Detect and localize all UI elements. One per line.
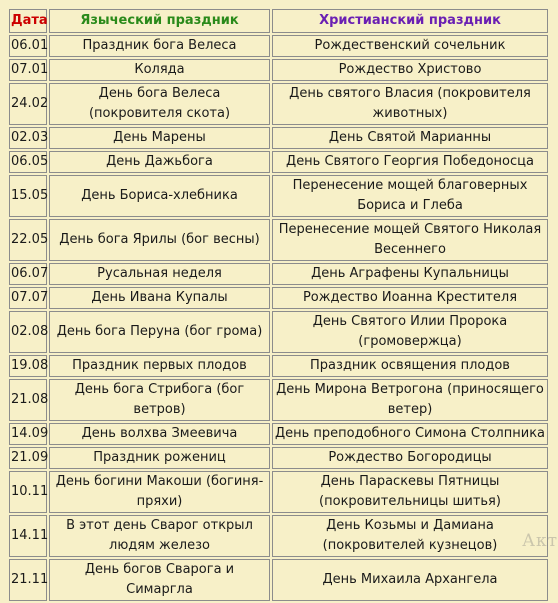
cell-date: 21.11 — [9, 559, 47, 601]
table-row — [9, 59, 548, 81]
table-row — [9, 151, 548, 173]
table-row — [9, 311, 548, 353]
cell-pagan-holiday: В этот день Сварог открыл людям железо — [49, 515, 270, 557]
cell-date: 14.11 — [9, 515, 47, 557]
cell-christian-holiday: День Мирона Ветрогона (приносящего ветер) — [272, 379, 548, 421]
table-row — [9, 219, 548, 261]
cell-christian-holiday: Рождество Богородицы — [272, 447, 548, 469]
cell-date: 02.03 — [9, 127, 47, 149]
cell-christian-holiday: День Параскевы Пятницы (покровительницы шитья) — [272, 471, 548, 513]
cell-christian-holiday: День Козьмы и Дамиана (покровителей кузнецов) — [272, 515, 548, 557]
cell-christian-holiday: День Святого Георгия Победоносца — [272, 151, 548, 173]
header-pagan-holiday: Языческий праздник — [49, 9, 270, 33]
cell-date: 21.09 — [9, 447, 47, 469]
cell-date: 06.07 — [9, 263, 47, 285]
cell-pagan-holiday: День Дажьбога — [49, 151, 270, 173]
holidays-table — [7, 7, 550, 603]
cell-pagan-holiday: День бога Перуна (бог грома) — [49, 311, 270, 353]
cell-pagan-holiday: День Бориса-хлебника — [49, 175, 270, 217]
cell-christian-holiday: День Святого Илии Пророка (громовержца) — [272, 311, 548, 353]
cell-christian-holiday: День Святой Марианны — [272, 127, 548, 149]
cell-christian-holiday: Перенесение мощей Святого Николая Весеннего — [272, 219, 548, 261]
cell-date: 10.11 — [9, 471, 47, 513]
table-row — [9, 515, 548, 557]
cell-date: 21.08 — [9, 379, 47, 421]
table-row — [9, 471, 548, 513]
table-row — [9, 379, 548, 421]
cell-pagan-holiday: День Ивана Купалы — [49, 287, 270, 309]
cell-christian-holiday: Рождество Христово — [272, 59, 548, 81]
table-row — [9, 559, 548, 601]
cell-date: 02.08 — [9, 311, 47, 353]
cell-christian-holiday: День святого Власия (покровителя животных) — [272, 83, 548, 125]
table-row — [9, 287, 548, 309]
cell-date: 15.05 — [9, 175, 47, 217]
cell-pagan-holiday: Праздник первых плодов — [49, 355, 270, 377]
cell-pagan-holiday: Праздник бога Велеса — [49, 35, 270, 57]
table-row — [9, 83, 548, 125]
cell-pagan-holiday: Праздник рожениц — [49, 447, 270, 469]
cell-christian-holiday: День преподобного Симона Столпника — [272, 423, 548, 445]
table-row — [9, 35, 548, 57]
header-date: Дата — [9, 9, 47, 33]
watermark: Акт — [522, 531, 558, 551]
table-header-row — [9, 9, 548, 33]
table-row — [9, 355, 548, 377]
cell-christian-holiday: Рождество Иоанна Крестителя — [272, 287, 548, 309]
cell-pagan-holiday: День бога Стрибога (бог ветров) — [49, 379, 270, 421]
cell-christian-holiday: День Аграфены Купальницы — [272, 263, 548, 285]
cell-date: 07.07 — [9, 287, 47, 309]
cell-date: 06.05 — [9, 151, 47, 173]
cell-christian-holiday: День Михаила Архангела — [272, 559, 548, 601]
cell-date: 19.08 — [9, 355, 47, 377]
table-row — [9, 263, 548, 285]
cell-christian-holiday: Перенесение мощей благоверных Бориса и Глеба — [272, 175, 548, 217]
cell-pagan-holiday: День волхва Змеевича — [49, 423, 270, 445]
header-christian-holiday: Христианский праздник — [272, 9, 548, 33]
cell-christian-holiday: Рождественский сочельник — [272, 35, 548, 57]
cell-pagan-holiday: Коляда — [49, 59, 270, 81]
cell-date: 22.05 — [9, 219, 47, 261]
cell-pagan-holiday: День бога Велеса (покровителя скота) — [49, 83, 270, 125]
table-row — [9, 127, 548, 149]
cell-date: 07.01 — [9, 59, 47, 81]
cell-pagan-holiday: День бога Ярилы (бог весны) — [49, 219, 270, 261]
cell-date: 06.01 — [9, 35, 47, 57]
cell-date: 24.02 — [9, 83, 47, 125]
table-row — [9, 423, 548, 445]
cell-date: 14.09 — [9, 423, 47, 445]
table-row — [9, 447, 548, 469]
cell-christian-holiday: Праздник освящения плодов — [272, 355, 548, 377]
table-row — [9, 175, 548, 217]
cell-pagan-holiday: Русальная неделя — [49, 263, 270, 285]
cell-pagan-holiday: День богини Макоши (богиня-пряхи) — [49, 471, 270, 513]
cell-pagan-holiday: День богов Сварога и Симаргла — [49, 559, 270, 601]
cell-pagan-holiday: День Марены — [49, 127, 270, 149]
